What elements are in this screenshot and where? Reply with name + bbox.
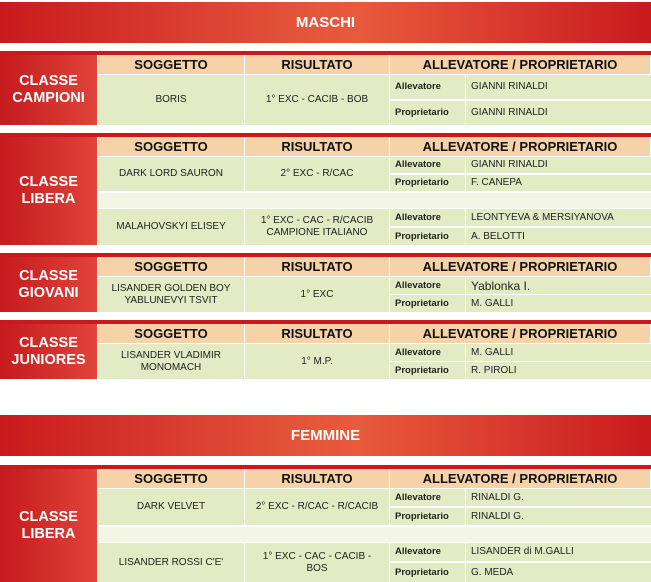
soggetto-cell: LISANDER VLADIMIR MONOMACH (98, 344, 244, 379)
table-header: SOGGETTO RISULTATO ALLEVATORE / PROPRIETARIO (98, 469, 651, 488)
allevatore-value: Yablonka I. (466, 277, 651, 294)
soggetto-cell: BORIS (98, 75, 244, 125)
row-spacer (98, 193, 651, 208)
risultato-cell: 1° EXC - CAC - CACIB - BOS (245, 543, 389, 582)
soggetto-cell: DARK VELVET (98, 489, 244, 525)
class-block-libera-femmine (0, 465, 651, 582)
role-label: Allevatore (390, 344, 465, 361)
role-label: Proprietario (390, 228, 465, 245)
role-label: Allevatore (390, 209, 465, 226)
class-block-juniores (0, 320, 651, 379)
risultato-cell: 1° M.P. (245, 344, 389, 379)
proprietario-value: RINALDI G. (466, 508, 651, 525)
role-label: Proprietario (390, 295, 465, 312)
proprietario-value: G. MEDA (466, 563, 651, 582)
soggetto-cell: LISANDER GOLDEN BOY YABLUNEVYI TSVIT (98, 277, 244, 312)
section-banner-femmine (0, 415, 651, 456)
allevatore-value: M. GALLI (466, 344, 651, 361)
table-header: SOGGETTO RISULTATO ALLEVATORE / PROPRIETARIO (98, 257, 651, 276)
section-title: MASCHI (295, 14, 356, 31)
section-title: FEMMINE (290, 427, 361, 444)
risultato-cell: 1° EXC (245, 277, 389, 312)
role-label: Allevatore (390, 157, 465, 173)
class-label: CLASSE GIOVANI (0, 257, 97, 312)
class-label: CLASSE JUNIORES (0, 324, 97, 379)
risultato-cell: 2° EXC - R/CAC (245, 157, 389, 191)
role-label: Allevatore (390, 489, 465, 506)
table-header: SOGGETTO RISULTATO ALLEVATORE / PROPRIETARIO (98, 324, 651, 343)
allevatore-value: LISANDER di M.GALLI (466, 543, 651, 561)
risultato-cell: 1° EXC - CACIB - BOB (245, 75, 389, 125)
class-label: CLASSE LIBERA (0, 137, 97, 245)
allevatore-value: GIANNI RINALDI (466, 75, 651, 99)
class-label: CLASSE CAMPIONI (0, 55, 97, 125)
row-spacer (98, 527, 651, 542)
section-banner-maschi (0, 2, 651, 43)
proprietario-value: R. PIROLI (466, 362, 651, 379)
proprietario-value: A. BELOTTI (466, 228, 651, 245)
proprietario-value: F. CANEPA (466, 175, 651, 191)
class-block-giovani (0, 253, 651, 312)
risultato-cell: 1° EXC - CAC - R/CACIB CAMPIONE ITALIANO (245, 209, 389, 245)
role-label: Allevatore (390, 75, 465, 99)
role-label: Proprietario (390, 508, 465, 525)
allevatore-value: GIANNI RINALDI (466, 157, 651, 173)
class-block-libera-maschi (0, 133, 651, 245)
table-header: SOGGETTO RISULTATO ALLEVATORE / PROPRIETARIO (98, 137, 651, 156)
role-label: Allevatore (390, 277, 465, 294)
allevatore-value: LEONTYEVA & MERSIYANOVA (466, 209, 651, 226)
soggetto-cell: DARK LORD SAURON (98, 157, 244, 191)
proprietario-value: M. GALLI (466, 295, 651, 312)
soggetto-cell: LISANDER ROSSI C'E' (98, 543, 244, 582)
role-label: Allevatore (390, 543, 465, 561)
role-label: Proprietario (390, 101, 465, 125)
role-label: Proprietario (390, 563, 465, 582)
allevatore-value: RINALDI G. (466, 489, 651, 506)
table-header: SOGGETTO RISULTATO ALLEVATORE / PROPRIETARIO (98, 55, 651, 74)
risultato-cell: 2° EXC - R/CAC - R/CACIB (245, 489, 389, 525)
role-label: Proprietario (390, 362, 465, 379)
role-label: Proprietario (390, 175, 465, 191)
class-block-campioni (0, 51, 651, 125)
proprietario-value: GIANNI RINALDI (466, 101, 651, 125)
soggetto-cell: MALAHOVSKYI ELISEY (98, 209, 244, 245)
class-label: CLASSE LIBERA (0, 469, 97, 582)
